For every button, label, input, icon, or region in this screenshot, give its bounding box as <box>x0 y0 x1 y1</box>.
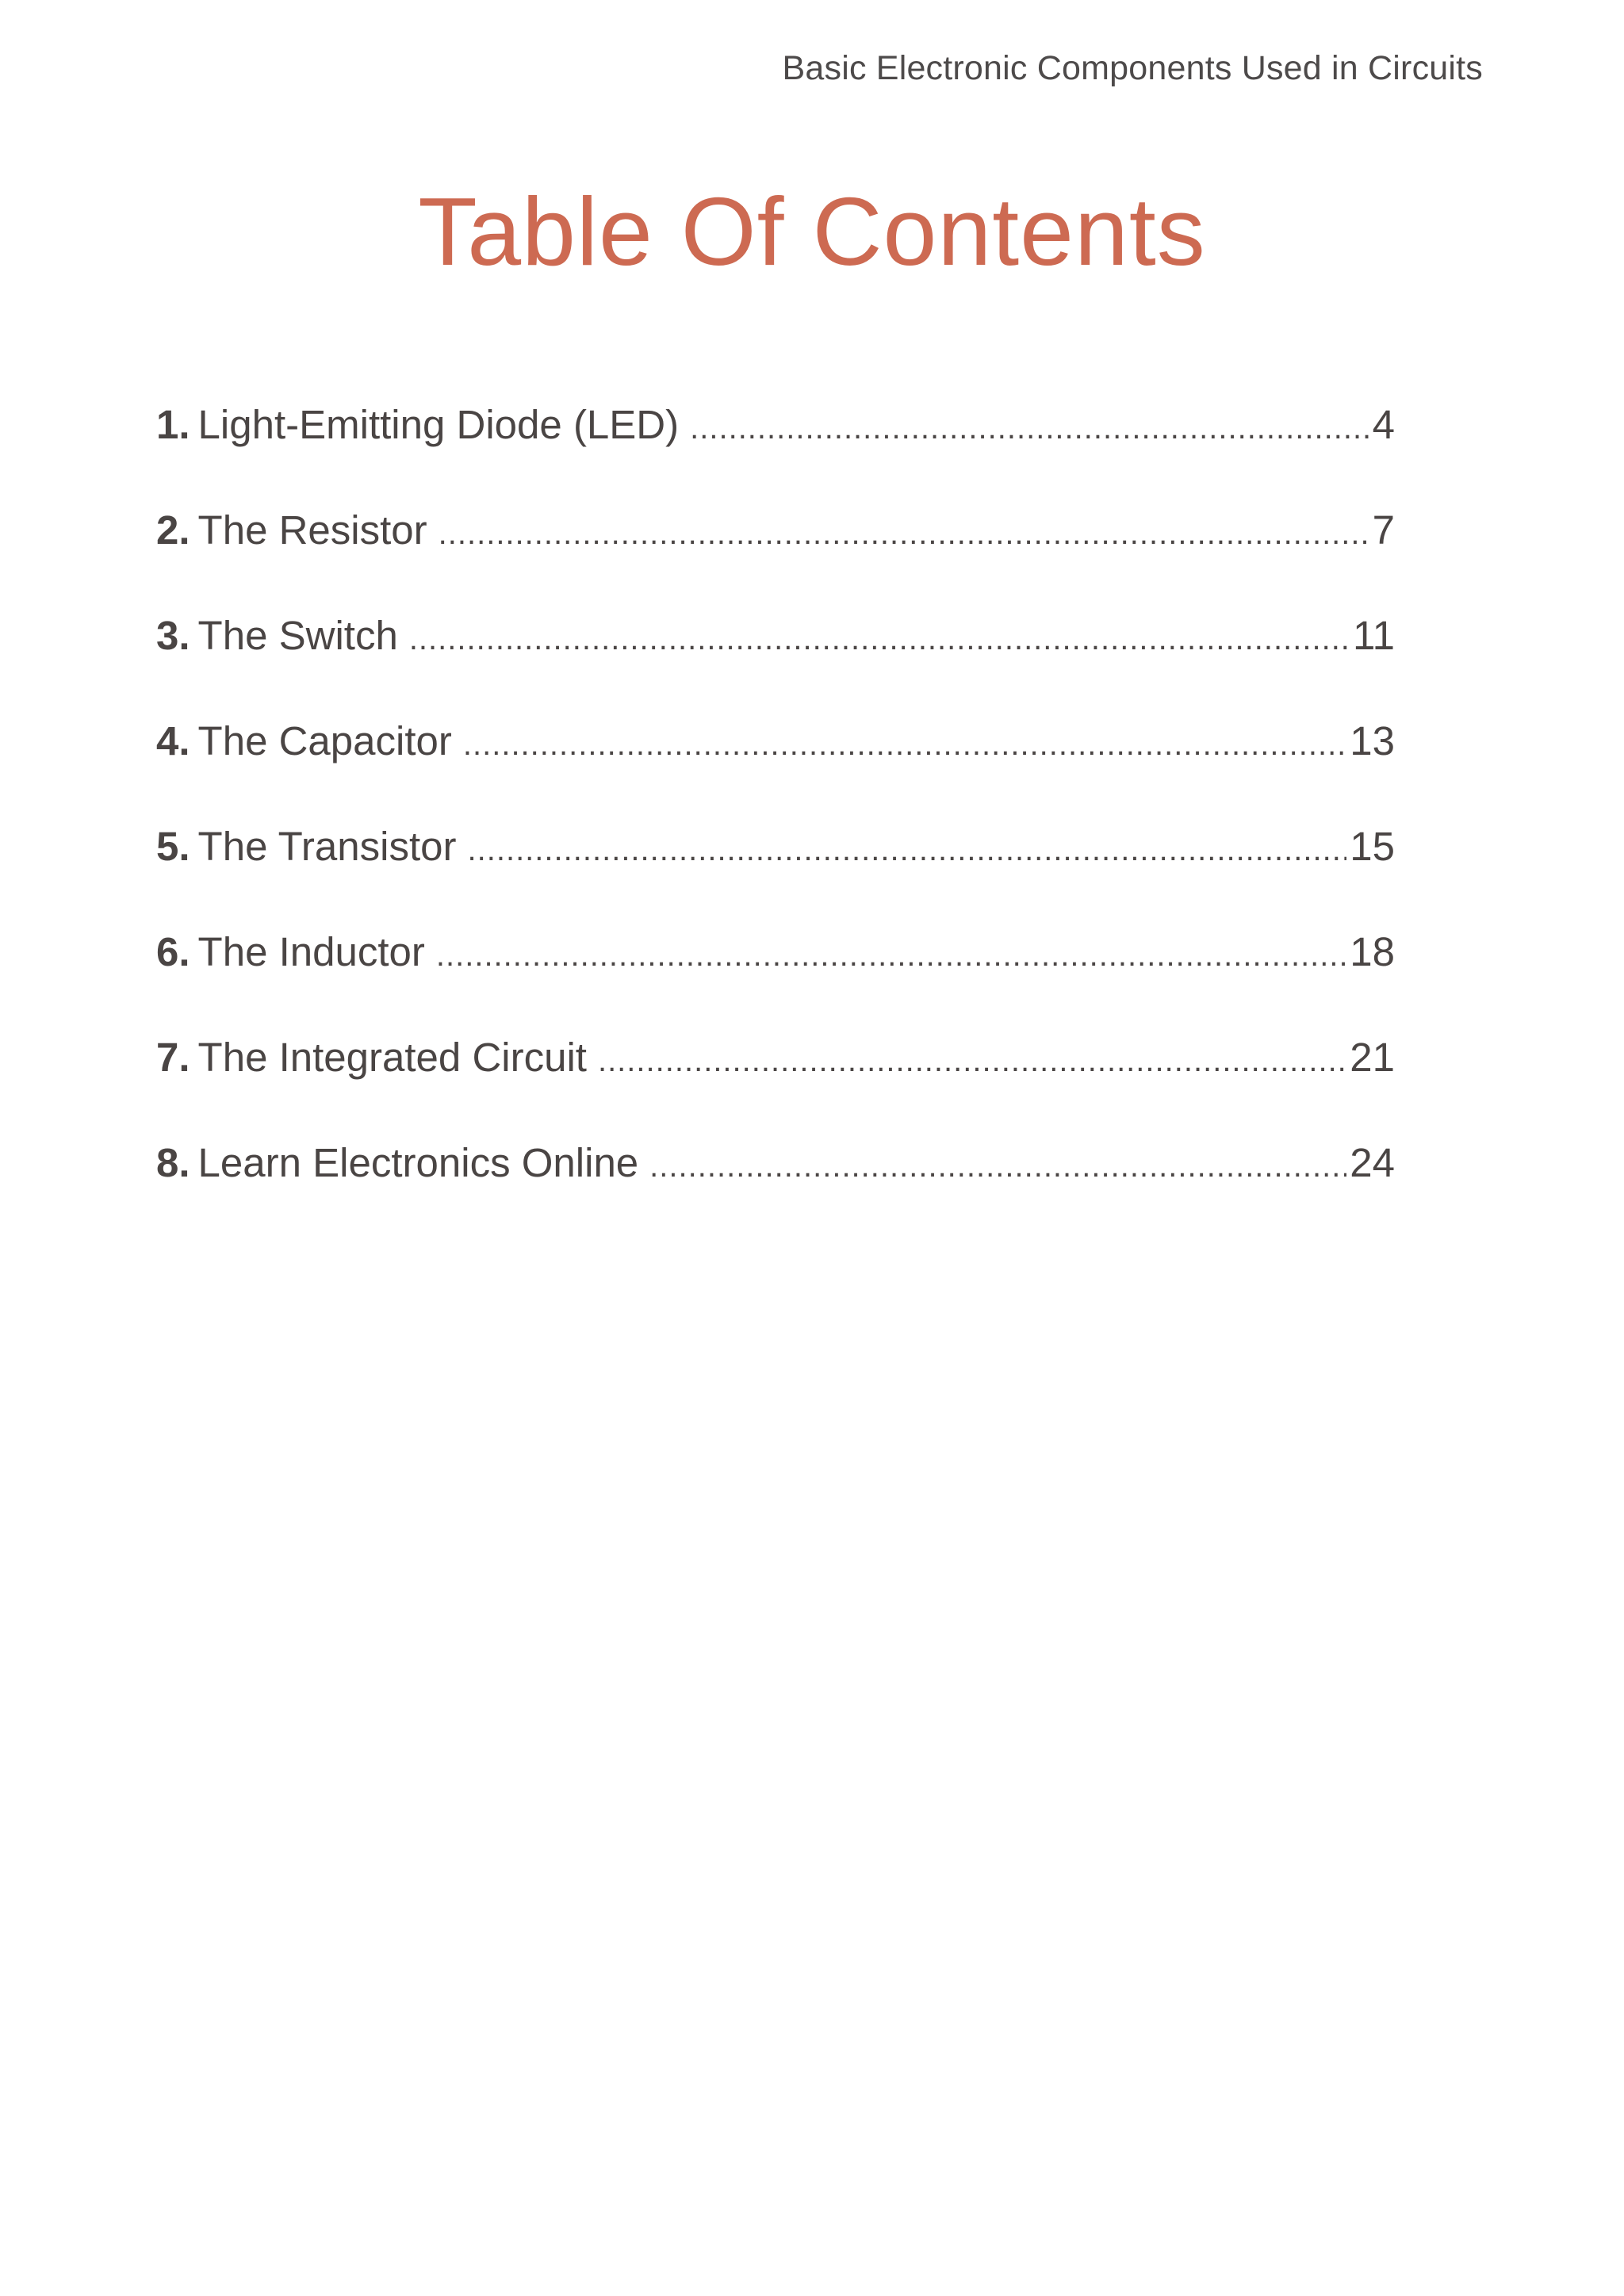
toc-entry-5[interactable] <box>156 823 1395 928</box>
toc-entry-1[interactable] <box>156 401 1395 507</box>
toc-entry-title: The Integrated Circuit <box>197 1035 587 1080</box>
toc-entry-page: 21 <box>1350 1035 1395 1080</box>
toc-entry-title: Learn Electronics Online <box>197 1140 639 1185</box>
toc-entry-title: Light-Emitting Diode (LED) <box>197 402 680 447</box>
toc-entry-title: The Inductor <box>197 929 425 974</box>
toc-entry-number: 2. <box>156 507 190 553</box>
toc-entry-title: The Transistor <box>197 824 457 869</box>
toc-entry-number: 4. <box>156 718 190 763</box>
toc-entry-number: 5. <box>156 824 190 869</box>
toc-entry-page: 18 <box>1350 929 1395 974</box>
toc-entry-page: 11 <box>1353 613 1395 658</box>
toc-entry-page: 15 <box>1350 824 1395 869</box>
toc-entry-page: 13 <box>1350 718 1395 763</box>
toc-entry-title: The Resistor <box>197 507 427 553</box>
toc-dot-leader <box>409 622 1350 657</box>
toc-dot-leader <box>649 1149 1346 1184</box>
toc-entry-4[interactable] <box>156 718 1395 823</box>
table-of-contents <box>156 401 1395 1245</box>
toc-entry-number: 8. <box>156 1140 190 1185</box>
toc-entry-7[interactable] <box>156 1034 1395 1139</box>
toc-dot-leader <box>468 832 1347 868</box>
toc-dot-leader <box>598 1043 1346 1079</box>
toc-entry-6[interactable] <box>156 928 1395 1034</box>
toc-entry-8[interactable] <box>156 1139 1395 1245</box>
toc-entry-2[interactable] <box>156 507 1395 612</box>
toc-entry-page: 4 <box>1372 402 1395 447</box>
toc-entry-page: 7 <box>1372 507 1395 553</box>
toc-dot-leader <box>436 938 1346 974</box>
toc-dot-leader <box>690 411 1369 446</box>
toc-entry-number: 7. <box>156 1035 190 1080</box>
toc-entry-page: 24 <box>1350 1140 1395 1185</box>
toc-dot-leader <box>439 516 1369 552</box>
toc-entry-number: 3. <box>156 613 190 658</box>
toc-dot-leader <box>463 727 1346 763</box>
running-header: Basic Electronic Components Used in Circuits <box>782 49 1483 87</box>
toc-entry-number: 6. <box>156 929 190 974</box>
toc-entry-title: The Switch <box>197 613 398 658</box>
toc-entry-title: The Capacitor <box>197 718 452 763</box>
toc-entry-number: 1. <box>156 402 190 447</box>
toc-entry-3[interactable] <box>156 612 1395 718</box>
page-title: Table Of Contents <box>418 178 1206 285</box>
